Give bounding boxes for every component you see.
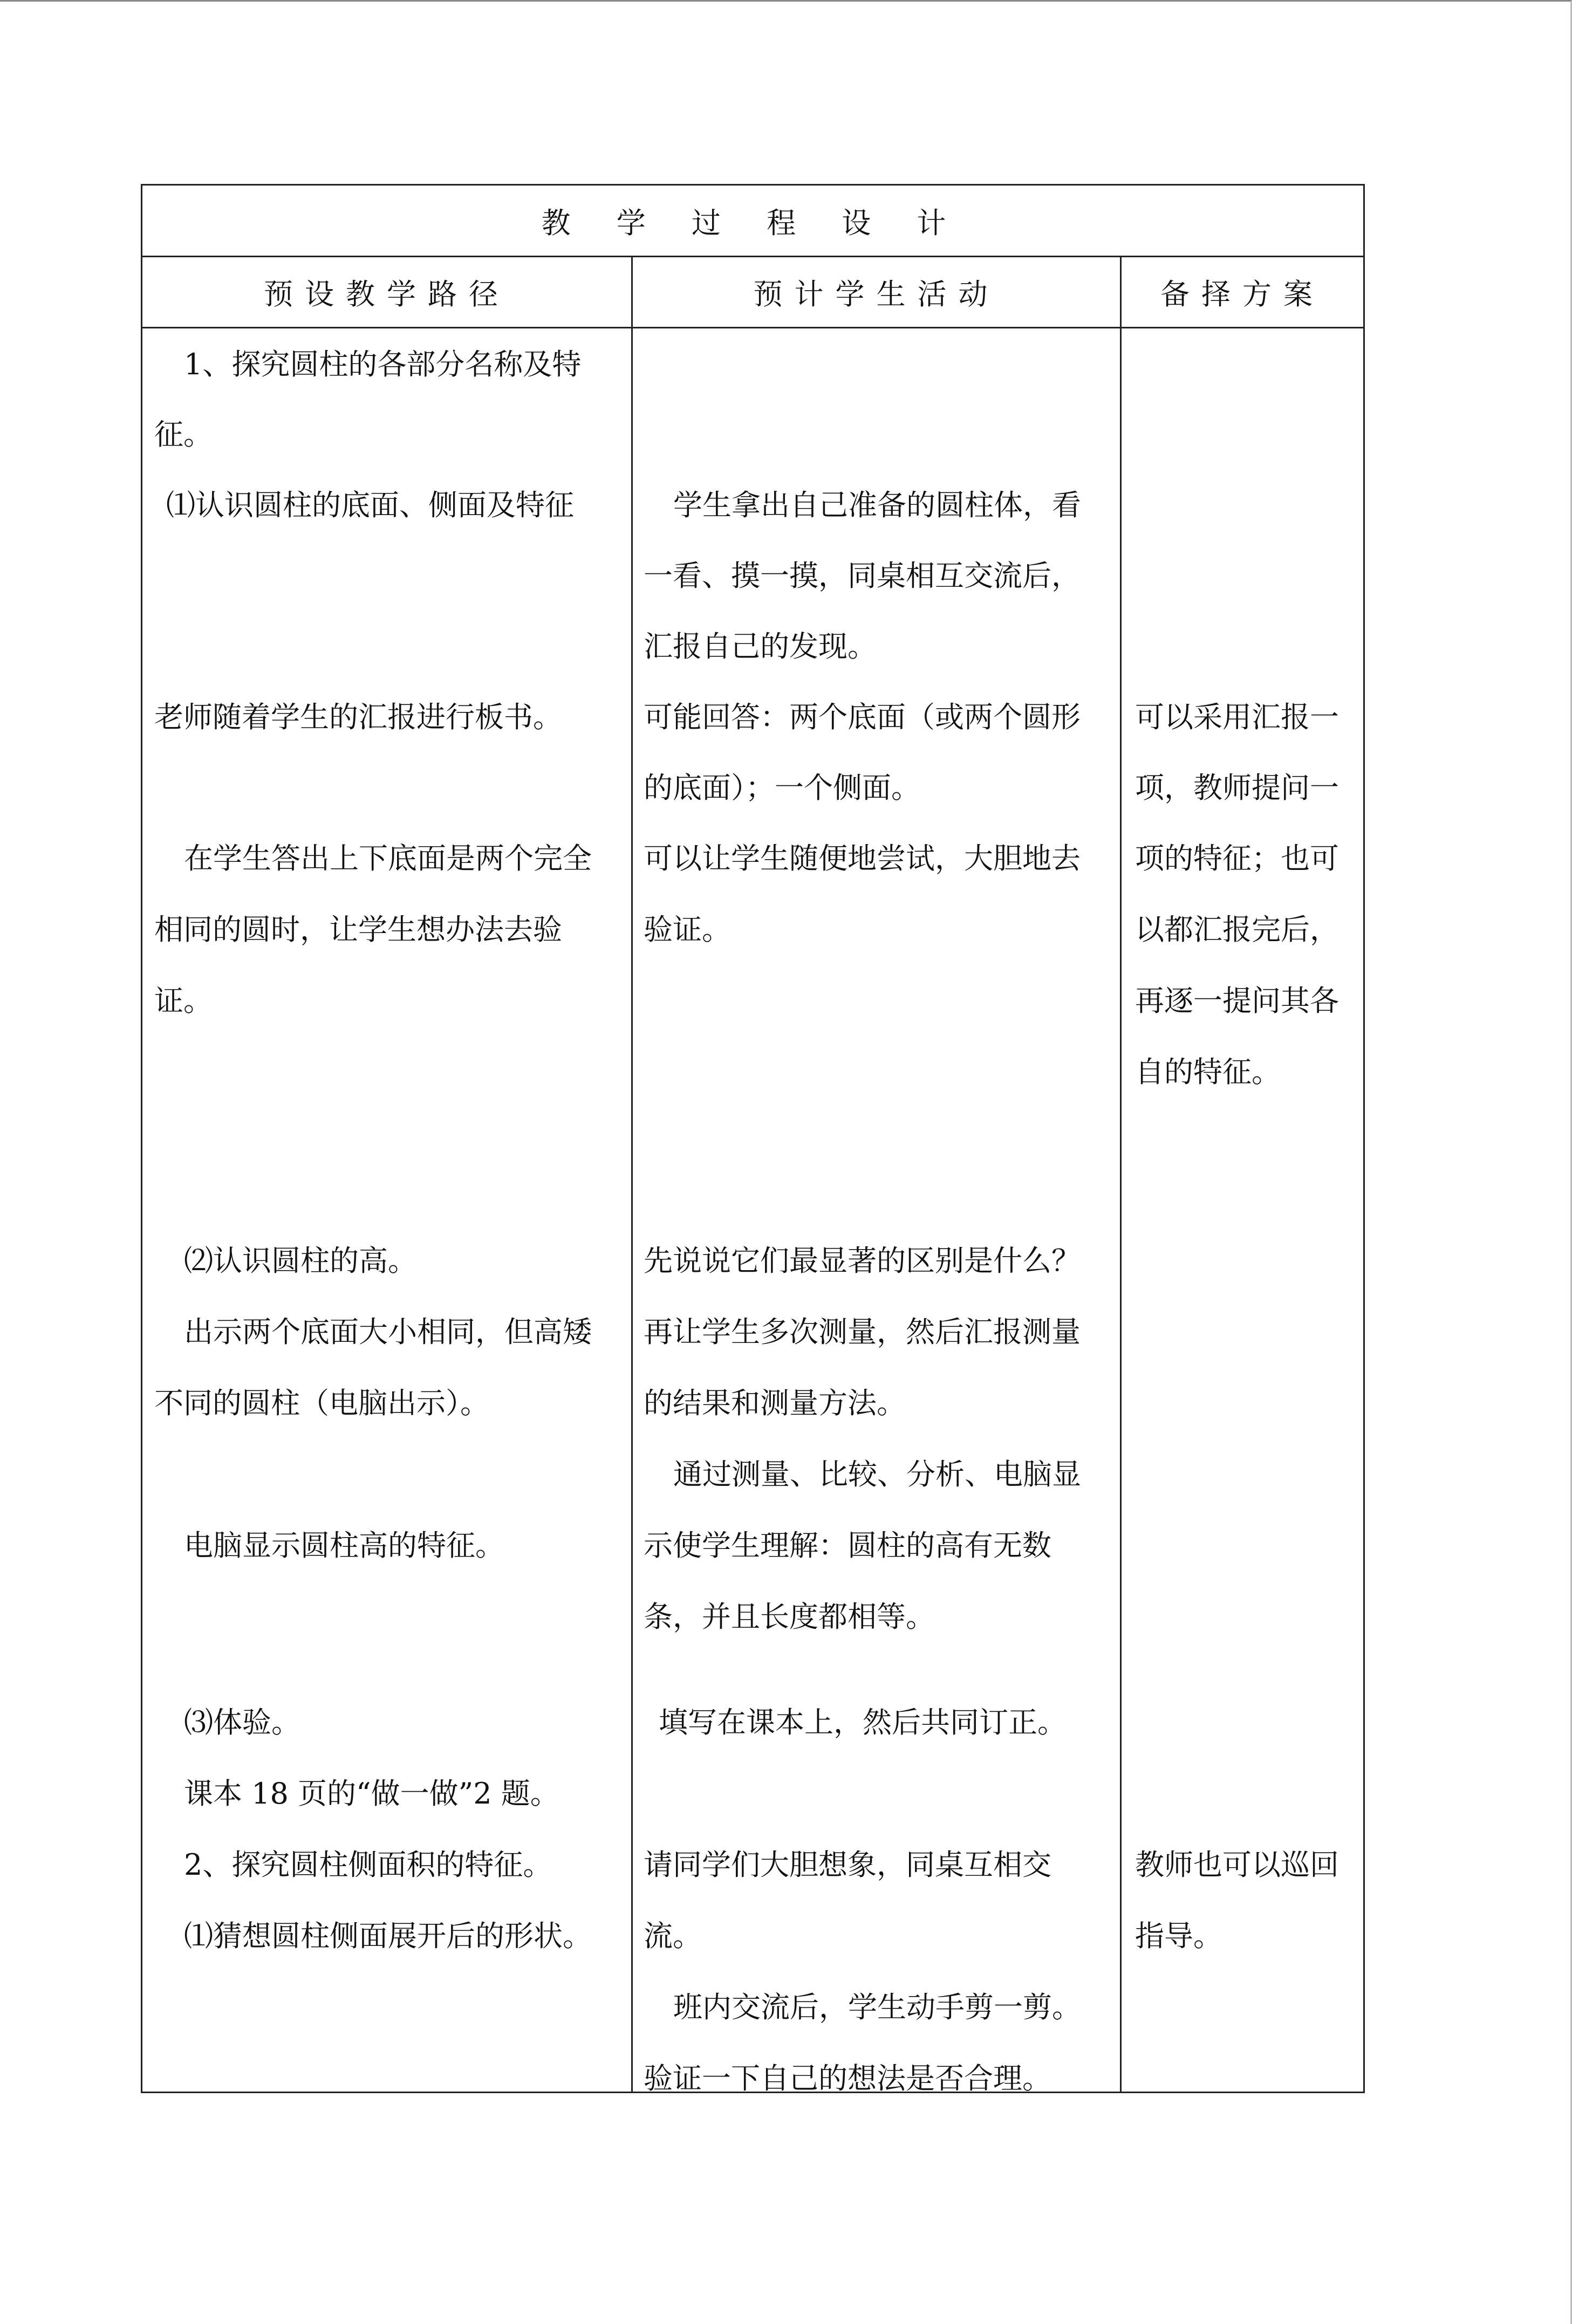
- teaching-path-line: 出示两个底面大小相同，但高矮: [184, 1315, 592, 1349]
- student-activity-line: 汇报自己的发现。: [644, 629, 877, 663]
- table-title: 教 学 过 程 设 计: [541, 205, 965, 240]
- alternative-plan-line: 教师也可以巡回: [1135, 1848, 1339, 1882]
- student-activity-line: 一看、摸一摸，同桌相互交流后，: [644, 559, 1081, 593]
- teaching-path-line: ⑵认识圆柱的高。: [184, 1244, 417, 1278]
- teaching-path-line: ⑴猜想圆柱侧面展开后的形状。: [184, 1919, 592, 1953]
- teaching-process-table: [141, 184, 1365, 2093]
- column-header-teaching-path: 预设教学路径: [264, 277, 510, 311]
- student-activity-line: 的结果和测量方法。: [644, 1386, 906, 1420]
- alternative-plan-line: 项，教师提问一: [1135, 771, 1339, 805]
- student-activity-line: 通过测量、比较、分析、电脑显: [673, 1457, 1081, 1491]
- student-activity-line: 填写在课本上，然后共同订正。: [659, 1705, 1067, 1739]
- alternative-plan-line: 可以采用汇报一: [1135, 700, 1339, 734]
- alternative-plan-line: 以都汇报完后，: [1135, 913, 1339, 947]
- student-activity-line: 可能回答：两个底面（或两个圆形: [644, 700, 1081, 734]
- student-activity-line: 示使学生理解：圆柱的高有无数: [644, 1528, 1051, 1562]
- teaching-path-line: 在学生答出上下底面是两个完全: [184, 841, 592, 875]
- teaching-path-line: 电脑显示圆柱高的特征。: [184, 1528, 504, 1562]
- column-divider-1: [631, 257, 633, 2092]
- student-activity-line: 先说说它们最显著的区别是什么？: [644, 1244, 1081, 1278]
- teaching-path-line: 相同的圆时，让学生想办法去验: [154, 913, 562, 947]
- student-activity-line: 的底面）；一个侧面。: [644, 771, 920, 805]
- column-header-alternative-plan: 备择方案: [1160, 277, 1324, 311]
- alternative-plan-line: 再逐一提问其各: [1135, 984, 1339, 1018]
- teaching-path-line: 不同的圆柱（电脑出示）。: [154, 1386, 489, 1420]
- student-activity-line: 验证。: [644, 913, 731, 947]
- teaching-path-line: 征。: [154, 417, 213, 451]
- alternative-plan-line: 项的特征；也可: [1135, 841, 1339, 875]
- student-activity-line: 流。: [644, 1919, 702, 1953]
- student-activity-line: 班内交流后，学生动手剪一剪。: [673, 1990, 1081, 2024]
- teaching-path-line: 老师随着学生的汇报进行板书。: [154, 700, 562, 734]
- row-divider-header: [142, 327, 1363, 328]
- student-activity-line: 再让学生多次测量，然后汇报测量: [644, 1315, 1081, 1349]
- teaching-path-line: 1、探究圆柱的各部分名称及特: [184, 347, 582, 381]
- teaching-path-line: 2、探究圆柱侧面积的特征。: [184, 1848, 552, 1882]
- student-activity-line: 条，并且长度都相等。: [644, 1600, 935, 1634]
- teaching-path-line: 课本 18 页的“做一做”2 题。: [184, 1777, 559, 1811]
- student-activity-line: 验证一下自己的想法是否合理。: [644, 2061, 1051, 2095]
- teaching-path-line: ⑴认识圆柱的底面、侧面及特征: [166, 488, 574, 522]
- teaching-path-line: 证。: [154, 984, 213, 1018]
- column-divider-2: [1120, 257, 1122, 2092]
- student-activity-line: 请同学们大胆想象，同桌互相交: [644, 1848, 1051, 1882]
- student-activity-line: 学生拿出自己准备的圆柱体，看: [673, 488, 1081, 522]
- alternative-plan-line: 自的特征。: [1135, 1055, 1281, 1089]
- column-header-student-activity: 预计学生活动: [753, 277, 1000, 311]
- student-activity-line: 可以让学生随便地尝试，大胆地去: [644, 841, 1081, 875]
- alternative-plan-line: 指导。: [1135, 1919, 1222, 1953]
- teaching-path-line: ⑶体验。: [184, 1705, 300, 1739]
